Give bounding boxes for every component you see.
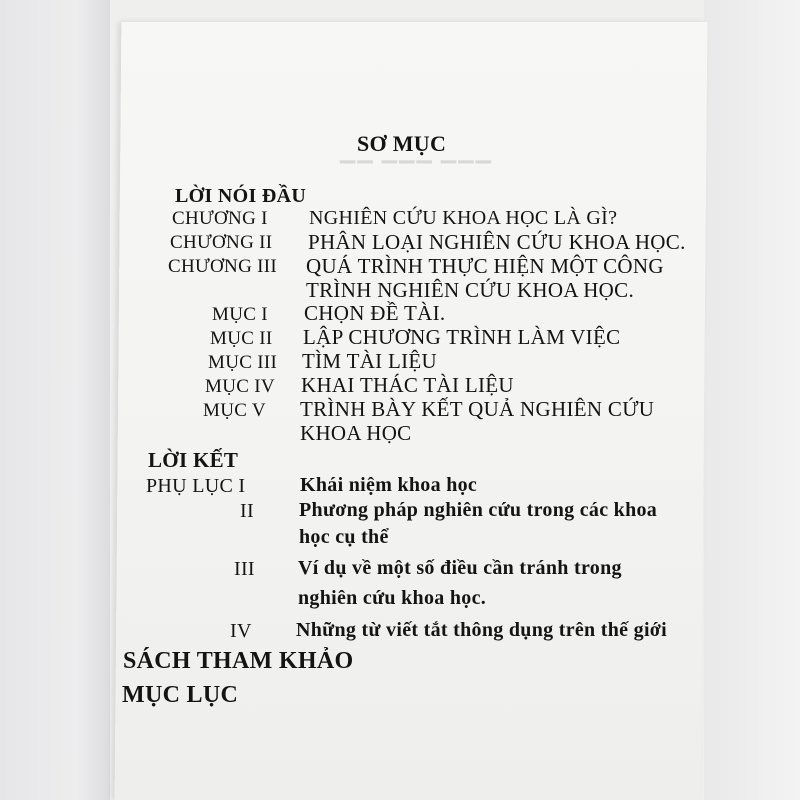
- chapter-title: QUÁ TRÌNH THỰC HIỆN MỘT CÔNG: [306, 254, 664, 278]
- appendix-title-continued: học cụ thể: [299, 526, 389, 548]
- section-label: MỤC III: [208, 352, 278, 373]
- section-label: MỤC II: [210, 328, 273, 349]
- appendix-title: Những từ viết tắt thông dụng trên thế giới: [296, 619, 668, 641]
- section-label: MỤC I: [212, 304, 268, 325]
- toc-heading: MỤC LỤC: [122, 682, 239, 708]
- appendix-title: Khái niệm khoa học: [300, 474, 478, 496]
- chapter-title: NGHIÊN CỨU KHOA HỌC LÀ GÌ?: [309, 207, 618, 229]
- background-left: [0, 0, 110, 800]
- section-label: MỤC IV: [205, 376, 275, 397]
- section-title: TRÌNH BÀY KẾT QUẢ NGHIÊN CỨU: [300, 397, 655, 421]
- background-right: [704, 0, 800, 800]
- chapter-label: CHƯƠNG II: [170, 232, 273, 253]
- conclusion-heading: LỜI KẾT: [148, 448, 239, 472]
- appendix-title: Ví dụ về một số điều cần tránh trong: [298, 557, 622, 579]
- chapter-label: CHƯƠNG I: [172, 208, 268, 229]
- chapter-title-continued: TRÌNH NGHIÊN CỨU KHOA HỌC.: [306, 278, 634, 302]
- appendix-title-continued: nghiên cứu khoa học.: [298, 587, 487, 609]
- section-label: MỤC V: [203, 400, 266, 421]
- chapter-title: PHÂN LOẠI NGHIÊN CỨU KHOA HỌC.: [308, 230, 686, 254]
- appendix-number: II: [240, 500, 254, 522]
- section-title-continued: KHOA HỌC: [300, 421, 412, 445]
- section-title: KHAI THÁC TÀI LIỆU: [301, 373, 514, 397]
- appendix-title: Phương pháp nghiên cứu trong các khoa: [299, 499, 658, 521]
- section-title: CHỌN ĐỀ TÀI.: [304, 301, 446, 325]
- chapter-label: CHƯƠNG III: [168, 256, 278, 277]
- page-title: SƠ MỤC: [357, 131, 447, 156]
- appendix-number: IV: [230, 620, 252, 642]
- references-heading: SÁCH THAM KHẢO: [123, 648, 354, 674]
- appendix-number: III: [234, 558, 255, 580]
- appendix-label: PHỤ LỤC I: [146, 475, 246, 497]
- section-title: LẬP CHƯƠNG TRÌNH LÀM VIỆC: [303, 325, 621, 349]
- section-title: TÌM TÀI LIỆU: [302, 349, 438, 373]
- preface-heading: LỜI NÓI ĐẦU: [175, 185, 307, 207]
